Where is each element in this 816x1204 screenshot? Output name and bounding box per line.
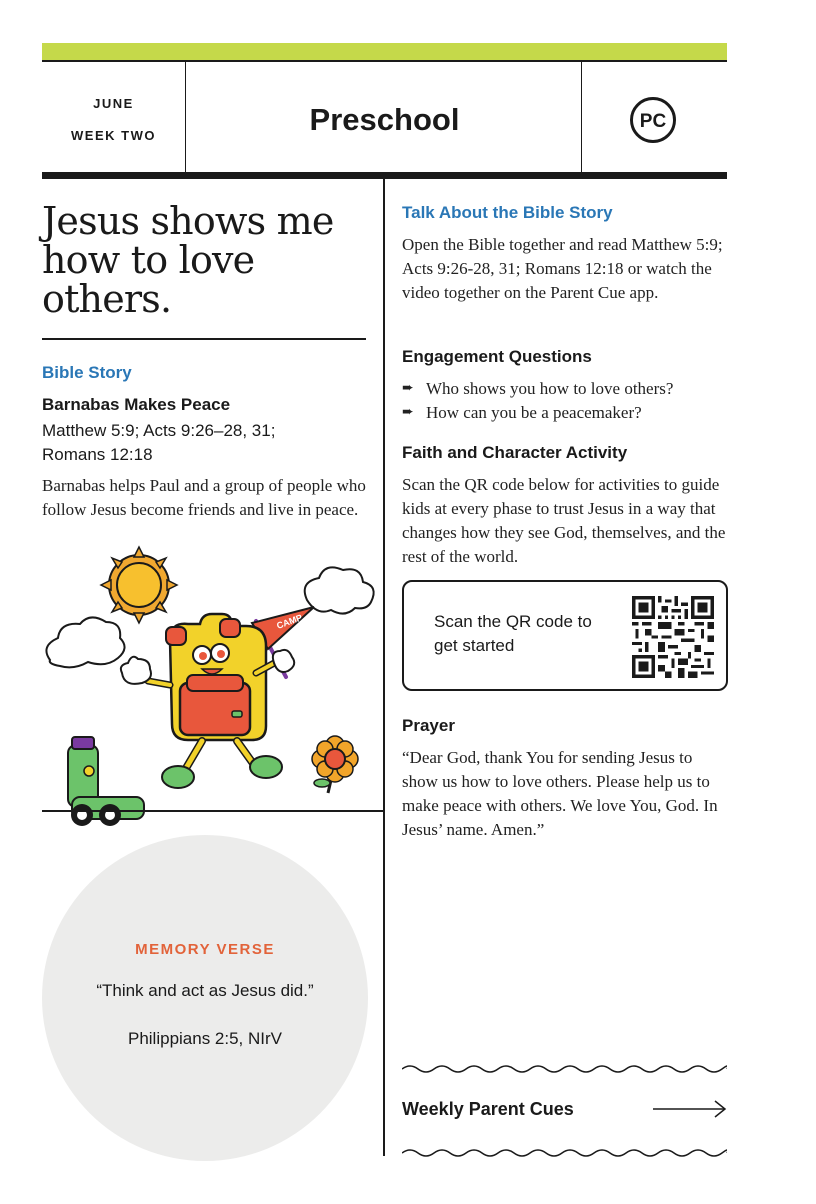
memory-verse-reference: Philippians 2:5, NIrV [127, 1029, 283, 1048]
wavy-divider [402, 1147, 727, 1159]
bible-story-title: Barnabas Makes Peace [42, 395, 231, 414]
flag-text: CAMP [275, 612, 304, 631]
month-label: JUNE [93, 96, 134, 111]
thumbs-up-hand-icon [121, 657, 151, 684]
prayer-label: Prayer [402, 716, 455, 735]
backpack-mascot-illustration [42, 545, 382, 830]
parent-cue-logo-icon [629, 96, 677, 144]
backpack-icon [166, 614, 266, 740]
grade-cell [185, 62, 582, 172]
engagement-questions-label: Engagement Questions [402, 347, 592, 366]
header-rule [42, 172, 727, 179]
top-accent-bar [42, 43, 727, 60]
arrow-bullet-icon: ➨ [402, 405, 414, 420]
date-cell [42, 62, 185, 172]
illustration-rule [42, 810, 383, 812]
cloud-icon [305, 567, 374, 613]
waving-hand-icon [273, 650, 294, 672]
talk-about-body: Open the Bible together and read Matthew 5:9; Acts 9:26-28, 31; Romans 12:18 or watch the video together on the Parent Cue app. [402, 235, 723, 302]
shoe-icon [250, 756, 282, 778]
talk-about-label: Talk About the Bible Story [402, 203, 613, 222]
flower-icon [312, 736, 358, 793]
bible-story-summary: Barnabas helps Paul and a group of people who follow Jesus become friends and live in peace. [42, 476, 366, 519]
question-text: Who shows you how to love others? [426, 379, 674, 398]
arrow-bullet-icon: ➨ [402, 381, 414, 396]
weekly-parent-cues-link[interactable]: Weekly Parent Cues [402, 1099, 574, 1119]
memory-verse-label: MEMORY VERSE [135, 941, 275, 958]
shoe-icon [162, 766, 194, 788]
memory-verse-circle [42, 835, 368, 1161]
arrow-right-icon[interactable] [653, 1099, 727, 1119]
bible-story-label: Bible Story [42, 363, 132, 382]
logo-cell [582, 62, 727, 172]
memory-verse-text: “Think and act as Jesus did.” [96, 981, 314, 1000]
binoculars-icon [71, 797, 144, 826]
qr-code-icon[interactable] [632, 596, 714, 678]
prayer-body: “Dear God, thank You for sending Jesus to show us how to love others. Please help us to make peace with others. We love You, God. In Jesus’ name. Amen.” [402, 748, 718, 839]
faith-activity-body: Scan the QR code below for activities to guide kids at every phase to trust Jesus in a way that changes how they see God, themselves, and the rest of the world. [402, 475, 726, 566]
question-text: How can you be a peacemaker? [426, 403, 642, 422]
column-divider [383, 179, 385, 1156]
qr-code-card[interactable] [402, 580, 728, 691]
logo-text: PC [639, 111, 667, 132]
cloud-icon [46, 617, 124, 667]
page-headline: Jesus shows me how to love others. [42, 199, 334, 321]
bible-story-reference: Matthew 5:9; Acts 9:26–28, 31; Romans 12:18 [42, 421, 276, 464]
wavy-divider [402, 1063, 727, 1075]
grade-title: Preschool [309, 102, 460, 137]
week-label: WEEK TWO [71, 128, 156, 143]
sun-icon [101, 547, 177, 623]
page-header [42, 60, 727, 172]
faith-activity-label: Faith and Character Activity [402, 443, 628, 462]
headline-rule [42, 338, 366, 340]
qr-code-prompt: Scan the QR code to get started [434, 612, 592, 655]
